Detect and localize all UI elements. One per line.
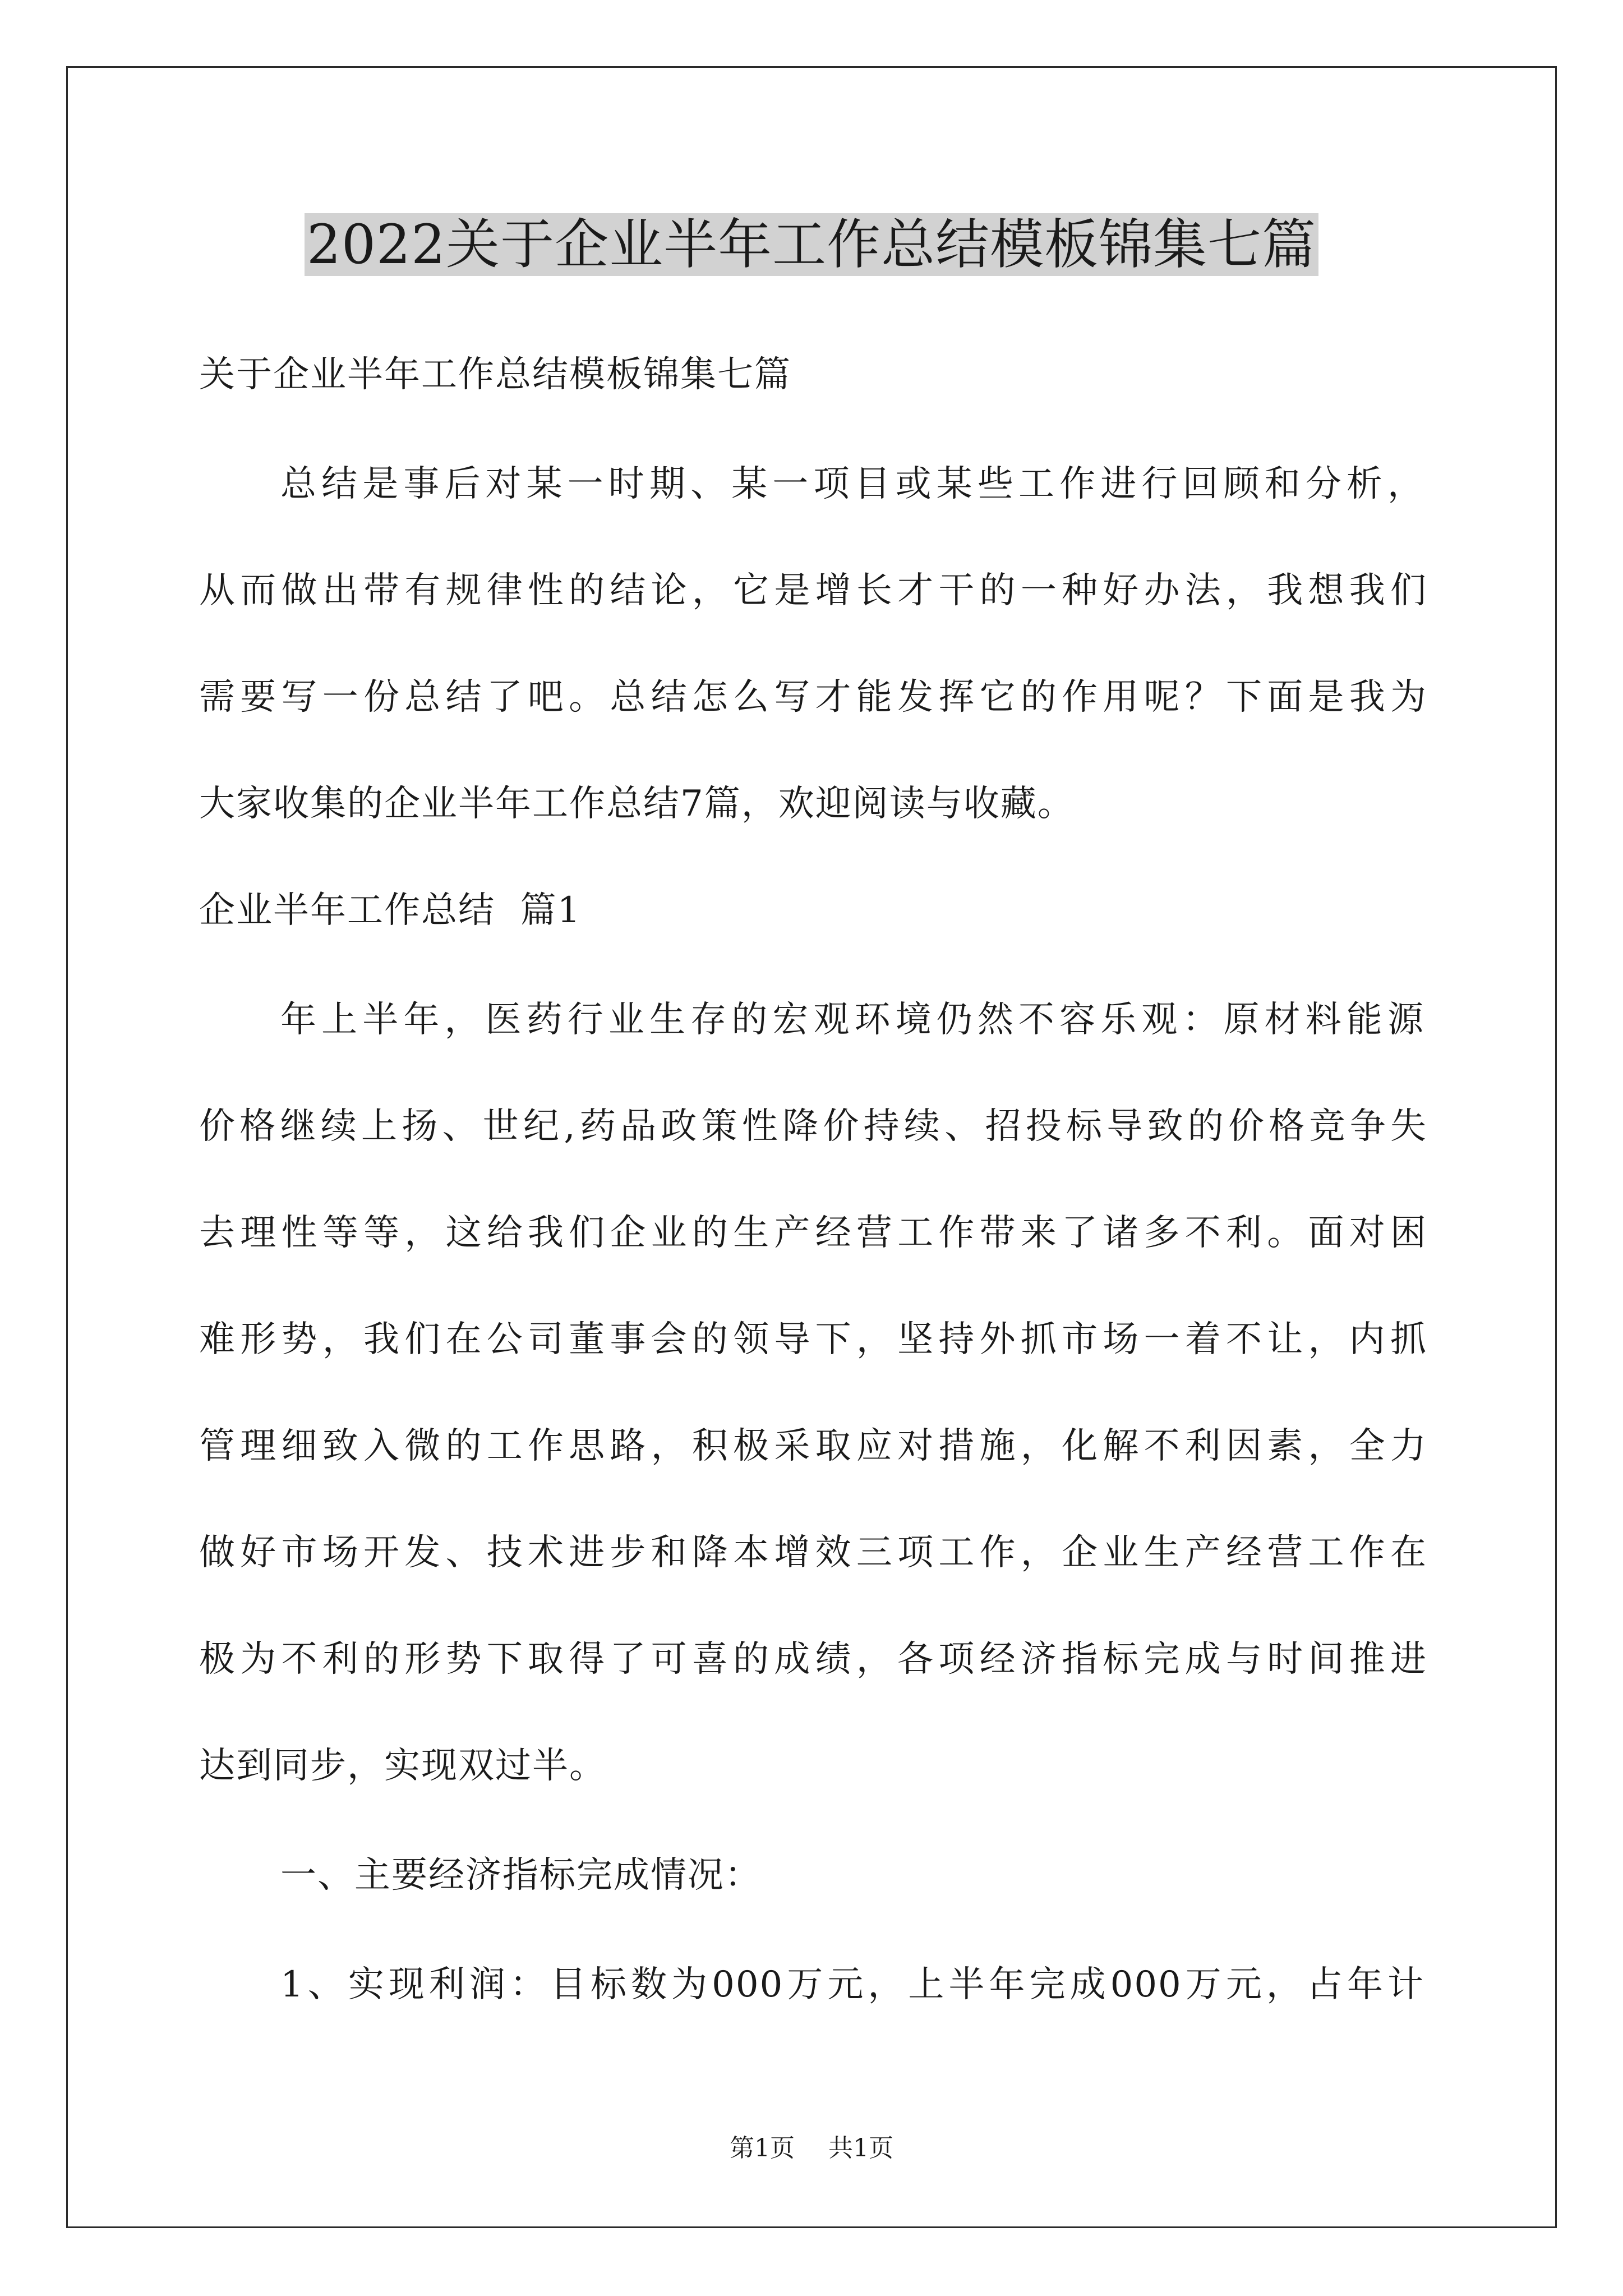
intro-line-4: 大家收集的企业半年工作总结7篇，欢迎阅读与收藏。 (199, 783, 1075, 825)
document-title (0, 205, 1623, 284)
document-subtitle: 关于企业半年工作总结模板锦集七篇 (199, 354, 791, 395)
page-footer (0, 2132, 1623, 2165)
body-line-3: 去理性等等，这给我们企业的生产经营工作带来了诸多不利。面对困 (199, 1212, 1427, 1254)
body-line-6: 做好市场开发、技术进步和降本增效三项工作，企业生产经营工作在 (199, 1532, 1427, 1573)
item-1: 1、实现利润：目标数为000万元，上半年完成000万元，占年计 (280, 1964, 1424, 2005)
intro-line-1: 总结是事后对某一时期、某一项目或某些工作进行回顾和分析， (280, 463, 1424, 505)
subheading: 一、主要经济指标完成情况： (280, 1855, 762, 1896)
body-line-7: 极为不利的形势下取得了可喜的成绩，各项经济指标完成与时间推进 (199, 1639, 1427, 1680)
intro-line-3: 需要写一份总结了吧。总结怎么写才能发挥它的作用呢？下面是我为 (199, 677, 1427, 718)
body-line-2: 价格继续上扬、世纪,药品政策性降价持续、招投标导致的价格竞争失 (199, 1106, 1427, 1147)
document-title-text: 2022关于企业半年工作总结模板锦集七篇 (305, 213, 1318, 276)
body-line-4: 难形势，我们在公司董事会的领导下，坚持外抓市场一着不让，内抓 (199, 1319, 1427, 1360)
body-line-1: 年上半年，医药行业生存的宏观环境仍然不容乐观：原材料能源 (280, 999, 1424, 1041)
body-line-8: 达到同步，实现双过半。 (199, 1745, 606, 1787)
body-line-5: 管理细致入微的工作思路，积极采取应对措施，化解不利因素，全力 (199, 1425, 1427, 1467)
page-number: 第1页 (730, 2134, 795, 2162)
intro-line-2: 从而做出带有规律性的结论，它是增长才干的一种好办法，我想我们 (199, 570, 1427, 611)
page-total: 共1页 (828, 2134, 893, 2162)
section-heading: 企业半年工作总结 篇1 (199, 890, 582, 931)
